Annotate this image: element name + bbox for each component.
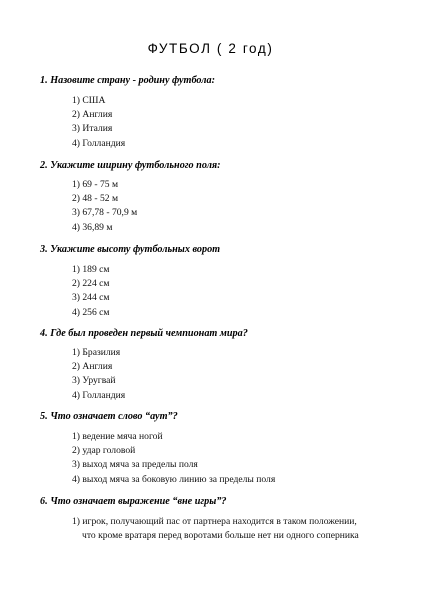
question-3-answers (72, 263, 110, 320)
answer-option: 1) 69 - 75 м (72, 179, 119, 190)
question-4-answers (72, 346, 125, 403)
question-4-heading: 4. Где был проведен первый чемпионат мира? (40, 328, 248, 339)
answer-option: 1) ведение мяча ногой (72, 431, 163, 442)
answer-option-line-2: что кроме вратаря перед воротами больше нет ни одного соперника (82, 530, 359, 542)
question-1 (40, 75, 215, 149)
answer-option: 4) Голландия (72, 137, 126, 149)
answer-option: 1) 189 см (72, 264, 110, 275)
question-5 (40, 411, 276, 485)
question-2 (40, 160, 221, 233)
question-1-answers (72, 94, 125, 151)
question-3-heading: 3. Укажите высоту футбольных ворот (40, 244, 221, 255)
answer-option: 2) Англия (72, 361, 113, 373)
question-5-heading: 5. Что означает слово “аут”? (40, 411, 178, 422)
answer-option: 2) Англия (72, 109, 113, 121)
answer-option: 3) Италия (72, 123, 113, 135)
answer-option: 4) выход мяча за боковую линию за пределы поля (72, 473, 276, 485)
answer-option: 4) Голландия (72, 389, 126, 401)
answer-option: 4) 36,89 м (72, 221, 113, 233)
answer-option-line-1: 1) игрок, получающий пас от партнера находится в таком положении, (72, 516, 357, 527)
answer-option: 2) удар головой (72, 445, 136, 457)
question-6 (40, 496, 359, 542)
answer-option: 4) 256 см (72, 306, 110, 318)
answer-option: 3) 67,78 - 70,9 м (72, 207, 138, 219)
answer-option: 3) 244 см (72, 292, 110, 304)
page-title: ФУТБОЛ ( 2 год) (147, 41, 274, 56)
answer-option: 2) 224 см (72, 278, 110, 290)
question-4 (40, 328, 248, 401)
question-2-heading: 2. Укажите ширину футбольного поля: (40, 160, 221, 171)
question-2-answers (72, 178, 137, 235)
question-6-heading: 6. Что означает выражение “вне игры”? (40, 496, 227, 507)
answer-option: 1) США (72, 95, 106, 106)
answer-option: 3) Уругвай (72, 375, 116, 387)
answer-option: 2) 48 - 52 м (72, 193, 119, 205)
question-5-answers (72, 430, 275, 487)
question-6-answers (72, 515, 420, 543)
answer-option: 3) выход мяча за пределы поля (72, 459, 198, 471)
answer-option (72, 515, 420, 543)
question-1-heading: 1. Назовите страну - родину футбола: (40, 75, 215, 86)
question-3 (40, 244, 221, 318)
answer-option: 1) Бразилия (72, 347, 121, 358)
